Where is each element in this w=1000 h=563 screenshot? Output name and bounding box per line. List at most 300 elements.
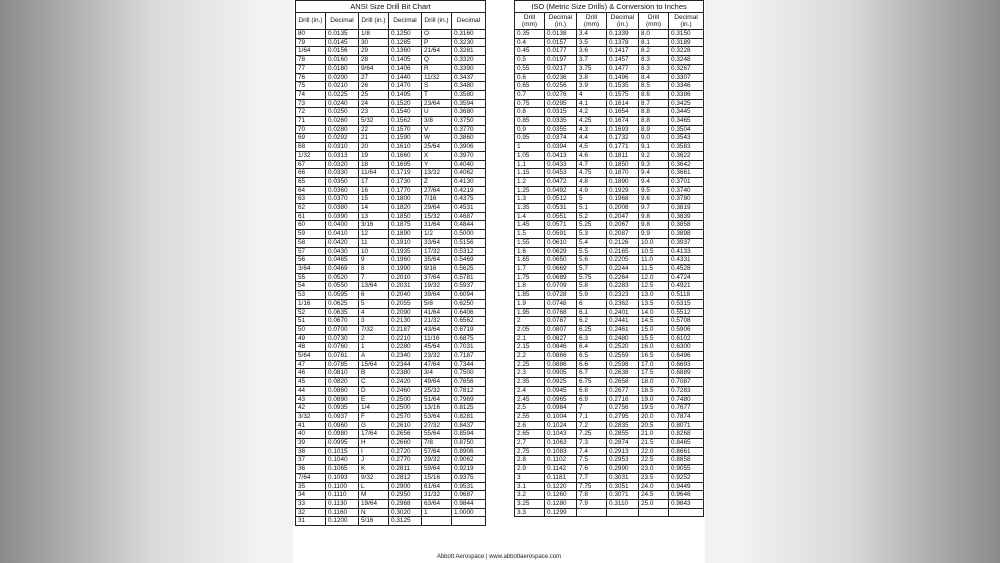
- table-cell: 0.0925: [545, 378, 577, 387]
- table-cell: 5/32: [359, 117, 389, 126]
- table-row: [515, 395, 704, 404]
- table-cell: 0.0469: [326, 264, 359, 273]
- table-cell: 0.0197: [545, 56, 577, 65]
- table-cell: 0.1820: [389, 204, 422, 213]
- table-cell: 14.5: [639, 317, 669, 326]
- table-cell: 3.3: [515, 508, 545, 517]
- table-cell: 0.1910: [389, 238, 422, 247]
- table-cell: 0.2401: [607, 308, 639, 317]
- table-cell: 0.4531: [452, 204, 486, 213]
- table-cell: 0.2087: [607, 230, 639, 239]
- table-cell: 0.1065: [326, 465, 359, 474]
- table-cell: 3/64: [296, 264, 326, 273]
- table-cell: 0.9449: [669, 482, 704, 491]
- table-cell: 0.0315: [545, 108, 577, 117]
- table-row: [515, 378, 704, 387]
- table-cell: 8.3: [639, 56, 669, 65]
- table-cell: 1/8: [359, 30, 389, 39]
- table-cell: 0.1732: [607, 134, 639, 143]
- table-cell: 0.0595: [326, 291, 359, 300]
- table-cell: 55/64: [422, 430, 452, 439]
- table-row: [515, 473, 704, 482]
- table-cell: 1.1: [515, 160, 545, 169]
- table-row: [296, 256, 486, 265]
- table-cell: 0.0350: [326, 177, 359, 186]
- table-cell: 1.7: [515, 264, 545, 273]
- table-cell: 12.0: [639, 273, 669, 282]
- table-cell: U: [422, 108, 452, 117]
- table-row: [515, 90, 704, 99]
- column-header: Decimal (in.): [545, 13, 577, 30]
- table-cell: 42: [296, 404, 326, 413]
- table-cell: 68: [296, 143, 326, 152]
- table-cell: 3.1: [515, 482, 545, 491]
- table-cell: 0.1562: [389, 117, 422, 126]
- table-cell: 0.2598: [607, 360, 639, 369]
- table-cell: 7.5: [577, 456, 607, 465]
- table-cell: 0.6496: [669, 352, 704, 361]
- table-row: [515, 204, 704, 213]
- table-cell: 10.0: [639, 238, 669, 247]
- table-cell: 0.7283: [669, 386, 704, 395]
- table-cell: 1.15: [515, 169, 545, 178]
- table-cell: 12.5: [639, 282, 669, 291]
- table-cell: 0.1695: [389, 160, 422, 169]
- table-cell: 0.0276: [545, 90, 577, 99]
- table-cell: 7/8: [422, 439, 452, 448]
- table-cell: 23/64: [422, 99, 452, 108]
- table-cell: 0.0807: [545, 325, 577, 334]
- table-cell: 0.9062: [452, 456, 486, 465]
- table-cell: 0.4528: [669, 264, 704, 273]
- table-cell: 0.5315: [669, 299, 704, 308]
- table-cell: 0.6693: [669, 360, 704, 369]
- table-cell: 0.0591: [545, 230, 577, 239]
- table-cell: 37: [296, 456, 326, 465]
- table-cell: 52: [296, 308, 326, 317]
- table-cell: 2.55: [515, 412, 545, 421]
- table-cell: 6.75: [577, 378, 607, 387]
- table-cell: 4.3: [577, 125, 607, 134]
- table-cell: 8.7: [639, 99, 669, 108]
- table-cell: 11/32: [422, 73, 452, 82]
- table-cell: 3.4: [577, 30, 607, 39]
- table-cell: [639, 508, 669, 517]
- table-cell: 25/64: [422, 143, 452, 152]
- table-row: [296, 404, 486, 413]
- table-cell: 1/4: [359, 404, 389, 413]
- table-cell: 12: [359, 230, 389, 239]
- table-row: [296, 456, 486, 465]
- table-row: [296, 264, 486, 273]
- table-cell: 10.5: [639, 247, 669, 256]
- table-cell: 0.2638: [607, 369, 639, 378]
- table-cell: 0.1250: [389, 30, 422, 39]
- table-cell: 6.4: [577, 343, 607, 352]
- table-cell: 0.7187: [452, 352, 486, 361]
- table-row: [515, 264, 704, 273]
- table-cell: 0.1360: [389, 47, 422, 56]
- table-cell: 0.2756: [607, 404, 639, 413]
- table-cell: [452, 517, 486, 526]
- table-cell: 0.0669: [545, 264, 577, 273]
- table-cell: 60: [296, 221, 326, 230]
- table-cell: 0.6719: [452, 325, 486, 334]
- table-cell: 7.6: [577, 465, 607, 474]
- table-cell: 0.5000: [452, 230, 486, 239]
- table-cell: 33: [296, 499, 326, 508]
- table-cell: 0.5118: [669, 291, 704, 300]
- table-cell: 5.1: [577, 204, 607, 213]
- table-cell: 0.1730: [389, 177, 422, 186]
- ansi-title: ANSI Size Drill Bit Chart: [296, 1, 486, 13]
- table-row: [515, 230, 704, 239]
- table-row: [515, 73, 704, 82]
- table-cell: 0.0635: [326, 308, 359, 317]
- table-cell: 13.5: [639, 299, 669, 308]
- table-cell: 0.0310: [326, 143, 359, 152]
- column-header: Drill (in.): [296, 13, 326, 30]
- table-row: [515, 273, 704, 282]
- table-cell: 0.1719: [389, 169, 422, 178]
- table-cell: 0.1496: [607, 73, 639, 82]
- table-cell: 0.1181: [545, 473, 577, 482]
- table-cell: 0.3860: [452, 134, 486, 143]
- table-cell: 21.5: [639, 439, 669, 448]
- column-header: Decimal: [452, 13, 486, 30]
- table-row: [296, 465, 486, 474]
- table-cell: 38: [296, 447, 326, 456]
- table-cell: 0.1470: [389, 82, 422, 91]
- table-cell: 7: [577, 404, 607, 413]
- table-cell: 64: [296, 186, 326, 195]
- table-cell: 1.9: [515, 299, 545, 308]
- table-cell: 6.9: [577, 395, 607, 404]
- table-cell: 11/16: [422, 334, 452, 343]
- table-cell: 4: [359, 308, 389, 317]
- table-cell: 53: [296, 291, 326, 300]
- table-cell: 0.3858: [669, 221, 704, 230]
- table-cell: 0.2340: [389, 352, 422, 361]
- table-cell: 78: [296, 56, 326, 65]
- table-cell: 9.2: [639, 151, 669, 160]
- table-cell: 9.0: [639, 134, 669, 143]
- table-cell: Y: [422, 160, 452, 169]
- table-cell: 0.0670: [326, 317, 359, 326]
- table-row: [296, 308, 486, 317]
- table-row: [515, 247, 704, 256]
- table-cell: 0.0984: [545, 404, 577, 413]
- table-cell: 0.1590: [389, 134, 422, 143]
- table-row: [515, 499, 704, 508]
- table-cell: 9.8: [639, 221, 669, 230]
- table-cell: 29/32: [422, 456, 452, 465]
- table-cell: 31/32: [422, 491, 452, 500]
- table-cell: 8.4: [639, 73, 669, 82]
- table-cell: 0.3230: [452, 38, 486, 47]
- table-cell: 0.1440: [389, 73, 422, 82]
- table-cell: 4.6: [577, 151, 607, 160]
- table-cell: 5.6: [577, 256, 607, 265]
- table-cell: [577, 508, 607, 517]
- table-cell: 0.0512: [545, 195, 577, 204]
- table-cell: 6.25: [577, 325, 607, 334]
- table-cell: 6: [359, 291, 389, 300]
- table-cell: 37/64: [422, 273, 452, 282]
- table-cell: 0.1968: [607, 195, 639, 204]
- table-cell: 13/16: [422, 404, 452, 413]
- table-cell: 71: [296, 117, 326, 126]
- table-cell: 0.4844: [452, 221, 486, 230]
- table-cell: 0.2126: [607, 238, 639, 247]
- table-cell: 0.0210: [326, 82, 359, 91]
- table-cell: 0.1770: [389, 186, 422, 195]
- table-cell: 0.0420: [326, 238, 359, 247]
- table-cell: 72: [296, 108, 326, 117]
- table-cell: 0.0320: [326, 160, 359, 169]
- table-cell: A: [359, 352, 389, 361]
- table-cell: 4.7: [577, 160, 607, 169]
- table-cell: 51/64: [422, 395, 452, 404]
- table-cell: 36: [296, 465, 326, 474]
- table-cell: 2.35: [515, 378, 545, 387]
- table-cell: 0.1378: [607, 38, 639, 47]
- table-cell: 0.1160: [326, 508, 359, 517]
- table-cell: 4.5: [577, 143, 607, 152]
- column-header: Decimal (in.): [607, 13, 639, 30]
- table-cell: 0.1929: [607, 186, 639, 195]
- table-cell: 0.6: [515, 73, 545, 82]
- table-cell: 5.5: [577, 247, 607, 256]
- iso-title: ISO (Metric Size Drills) & Conversion to Inches: [515, 1, 704, 13]
- table-cell: 19: [359, 151, 389, 160]
- table-cell: 0.0728: [545, 291, 577, 300]
- table-row: [515, 447, 704, 456]
- table-row: [296, 47, 486, 56]
- table-cell: 0.1693: [607, 125, 639, 134]
- table-cell: 30: [359, 38, 389, 47]
- table-cell: 0.2570: [389, 412, 422, 421]
- table-row: [515, 421, 704, 430]
- table-cell: 2.45: [515, 395, 545, 404]
- iso-header-row: [515, 13, 704, 30]
- table-cell: 0.8125: [452, 404, 486, 413]
- table-cell: 22: [359, 125, 389, 134]
- table-cell: 3.8: [577, 73, 607, 82]
- table-cell: 0.7480: [669, 395, 704, 404]
- table-cell: 0.0180: [326, 64, 359, 73]
- table-cell: 0.0760: [326, 343, 359, 352]
- table-cell: 19/64: [359, 499, 389, 508]
- table-cell: 5.8: [577, 282, 607, 291]
- table-cell: 0.0236: [545, 73, 577, 82]
- table-cell: 0.2716: [607, 395, 639, 404]
- table-cell: 0.2855: [607, 430, 639, 439]
- table-cell: 0.75: [515, 99, 545, 108]
- ansi-table: [295, 0, 486, 526]
- table-row: [296, 221, 486, 230]
- table-cell: 0.0394: [545, 143, 577, 152]
- table-cell: 0.2520: [607, 343, 639, 352]
- table-row: [515, 291, 704, 300]
- table-row: [296, 325, 486, 334]
- table-cell: 0.3031: [607, 473, 639, 482]
- table-cell: 5: [577, 195, 607, 204]
- table-row: [515, 256, 704, 265]
- table-cell: Q: [422, 56, 452, 65]
- table-cell: 0.0937: [326, 412, 359, 421]
- table-row: [296, 117, 486, 126]
- table-cell: 0.0860: [326, 386, 359, 395]
- table-cell: 10: [359, 247, 389, 256]
- table-cell: 0.3906: [452, 143, 486, 152]
- table-cell: 2: [359, 334, 389, 343]
- table-cell: 0.3425: [669, 99, 704, 108]
- table-cell: S: [422, 82, 452, 91]
- table-cell: 0.2461: [607, 325, 639, 334]
- table-cell: 28: [359, 56, 389, 65]
- table-row: [296, 352, 486, 361]
- table-cell: 16.0: [639, 343, 669, 352]
- table-cell: 2.4: [515, 386, 545, 395]
- table-cell: 9.7: [639, 204, 669, 213]
- table-cell: 27/64: [422, 186, 452, 195]
- table-row: [515, 56, 704, 65]
- table-cell: 0.0135: [326, 30, 359, 39]
- table-cell: 5/16: [359, 517, 389, 526]
- table-cell: 59/64: [422, 465, 452, 474]
- table-cell: 15: [359, 195, 389, 204]
- table-cell: 9/16: [422, 264, 452, 273]
- table-cell: 0.7500: [452, 369, 486, 378]
- table-cell: 61: [296, 212, 326, 221]
- table-cell: 0.4040: [452, 160, 486, 169]
- table-cell: 0.1130: [326, 499, 359, 508]
- column-header: Drill (mm): [577, 13, 607, 30]
- table-cell: 0.1220: [545, 482, 577, 491]
- table-cell: 0.9252: [669, 473, 704, 482]
- table-row: [515, 465, 704, 474]
- table-cell: 76: [296, 73, 326, 82]
- table-cell: 0.3189: [669, 38, 704, 47]
- table-cell: 0.4331: [669, 256, 704, 265]
- table-cell: 50: [296, 325, 326, 334]
- table-cell: 0.0700: [326, 325, 359, 334]
- table-cell: 8.3: [639, 64, 669, 73]
- table-row: [515, 439, 704, 448]
- table-cell: 0.0390: [326, 212, 359, 221]
- table-cell: 0.0295: [545, 99, 577, 108]
- table-row: [296, 386, 486, 395]
- table-cell: 0.0335: [545, 117, 577, 126]
- table-row: [515, 282, 704, 291]
- table-cell: 0.2795: [607, 412, 639, 421]
- table-cell: 0.1575: [607, 90, 639, 99]
- table-cell: [422, 517, 452, 526]
- table-cell: 8.1: [639, 38, 669, 47]
- table-cell: 0.1520: [389, 99, 422, 108]
- table-row: [515, 325, 704, 334]
- table-cell: 0.0410: [326, 230, 359, 239]
- column-header: Decimal: [389, 13, 422, 30]
- column-header: Decimal (in.): [669, 13, 704, 30]
- table-cell: 0.3970: [452, 151, 486, 160]
- table-cell: 0.7874: [669, 412, 704, 421]
- table-cell: 1.05: [515, 151, 545, 160]
- table-cell: 19.5: [639, 404, 669, 413]
- table-row: [296, 151, 486, 160]
- table-row: [515, 299, 704, 308]
- table-cell: 9.5: [639, 186, 669, 195]
- table-cell: 0.9687: [452, 491, 486, 500]
- table-cell: 0.0960: [326, 421, 359, 430]
- table-cell: 6.2: [577, 317, 607, 326]
- table-cell: 5.2: [577, 212, 607, 221]
- table-cell: 0.3661: [669, 169, 704, 178]
- table-cell: 0.0730: [326, 334, 359, 343]
- table-cell: 5.4: [577, 238, 607, 247]
- table-cell: 0.45: [515, 47, 545, 56]
- table-cell: 0.0629: [545, 247, 577, 256]
- table-cell: 0.0200: [326, 73, 359, 82]
- ansi-panel: [295, 0, 485, 526]
- table-cell: 0.1890: [607, 177, 639, 186]
- table-cell: 0.9844: [452, 499, 486, 508]
- table-row: [296, 38, 486, 47]
- table-cell: 7: [359, 273, 389, 282]
- table-cell: 4.8: [577, 177, 607, 186]
- table-cell: 0.2090: [389, 308, 422, 317]
- table-cell: 47/64: [422, 360, 452, 369]
- table-cell: 0.1406: [389, 64, 422, 73]
- table-cell: 8.8: [639, 117, 669, 126]
- table-cell: 15/16: [422, 473, 452, 482]
- table-cell: 0.8437: [452, 421, 486, 430]
- table-row: [296, 238, 486, 247]
- table-cell: 0.1285: [389, 38, 422, 47]
- table-row: [296, 282, 486, 291]
- table-row: [515, 82, 704, 91]
- table-cell: 0.9055: [669, 465, 704, 474]
- table-cell: 5/64: [296, 352, 326, 361]
- table-row: [515, 369, 704, 378]
- table-cell: 0.8281: [452, 412, 486, 421]
- table-cell: 0.0240: [326, 99, 359, 108]
- table-row: [515, 47, 704, 56]
- table-cell: 0.0820: [326, 378, 359, 387]
- table-cell: 1.95: [515, 308, 545, 317]
- table-cell: 0.0413: [545, 151, 577, 160]
- table-cell: 0.7969: [452, 395, 486, 404]
- table-cell: 1/32: [296, 151, 326, 160]
- table-cell: 0.2165: [607, 247, 639, 256]
- table-cell: 57: [296, 247, 326, 256]
- table-cell: 33/64: [422, 238, 452, 247]
- table-cell: 1: [515, 143, 545, 152]
- table-cell: 21.0: [639, 430, 669, 439]
- table-cell: 0.8661: [669, 447, 704, 456]
- table-cell: 56: [296, 256, 326, 265]
- table-cell: 0.0935: [326, 404, 359, 413]
- table-cell: 0.2008: [607, 204, 639, 213]
- table-cell: 24.5: [639, 491, 669, 500]
- table-cell: 70: [296, 125, 326, 134]
- table-cell: 2.9: [515, 465, 545, 474]
- table-cell: 0.3150: [669, 30, 704, 39]
- table-cell: 0.3160: [452, 30, 486, 39]
- table-cell: 3/8: [422, 117, 452, 126]
- table-cell: 0.1110: [326, 491, 359, 500]
